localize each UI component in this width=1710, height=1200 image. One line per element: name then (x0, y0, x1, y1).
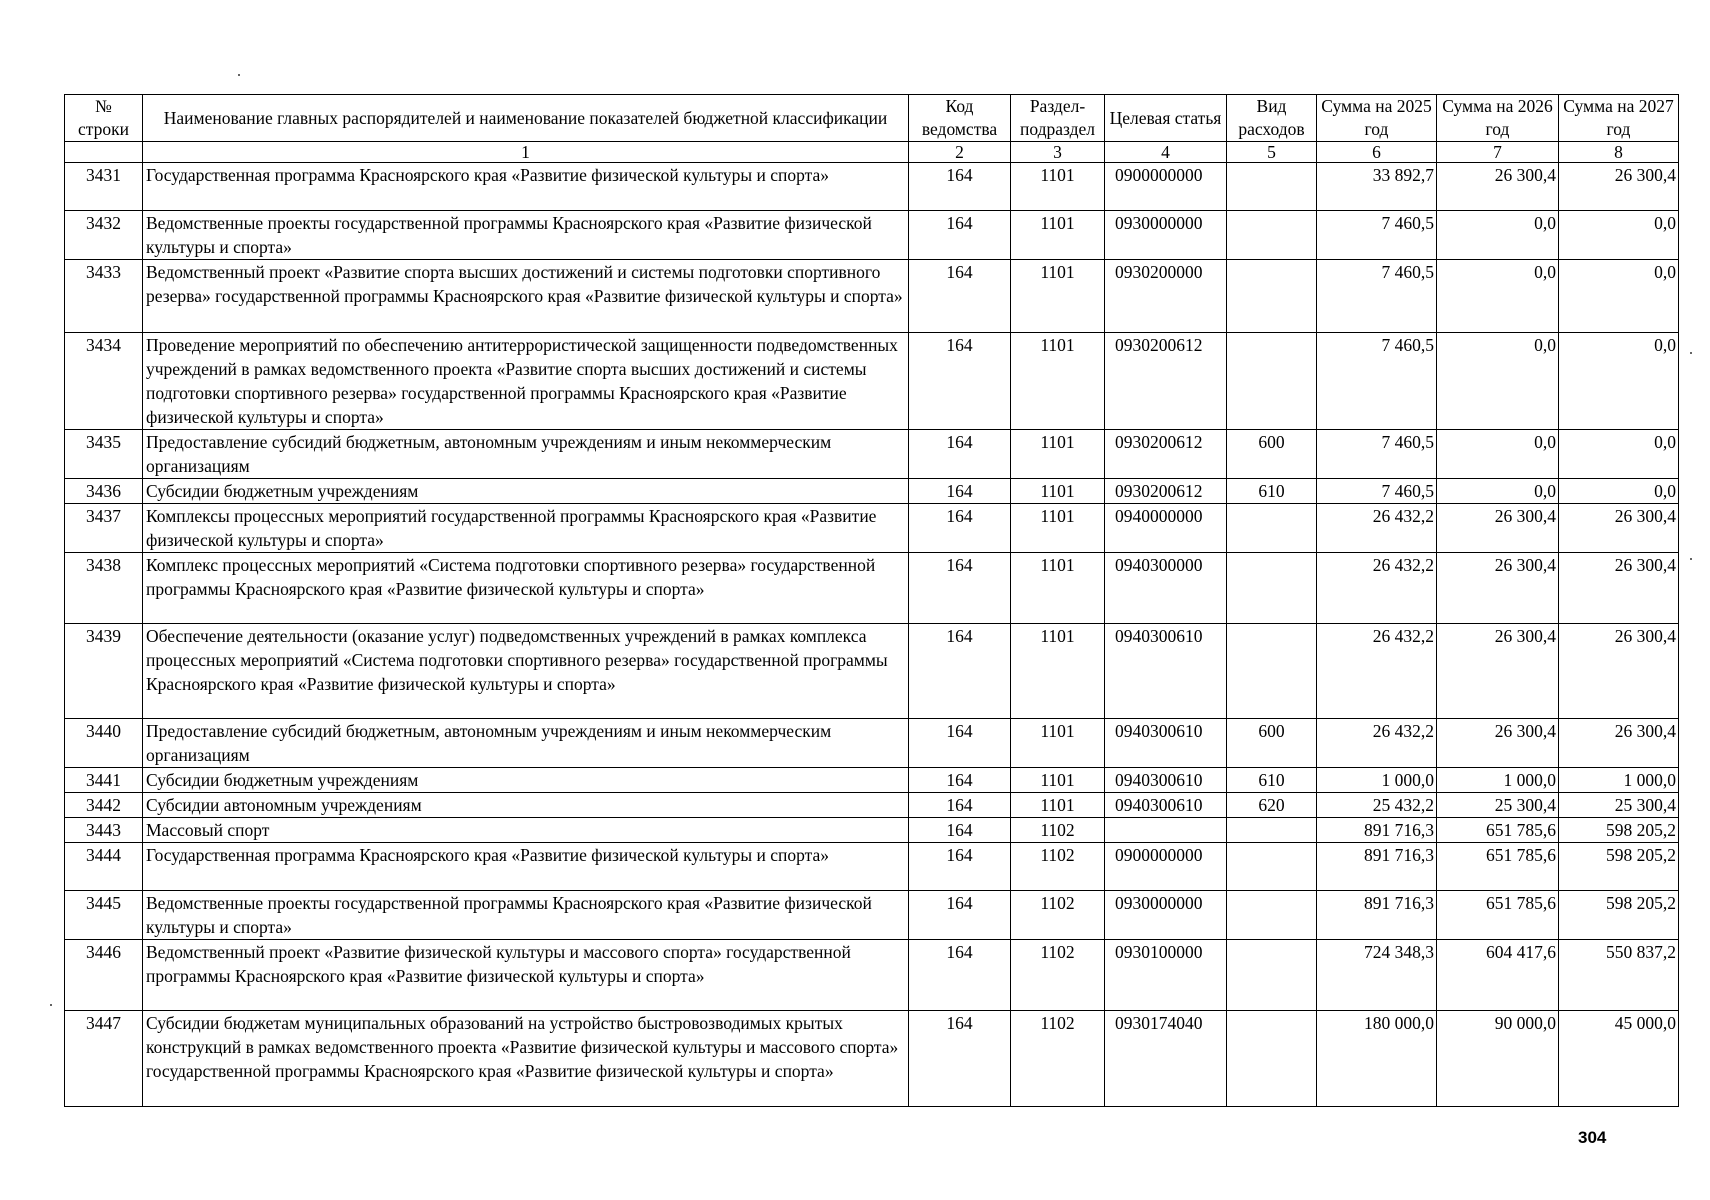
cell-name: Ведомственный проект «Развитие физической культуры и массового спорта» государственной программы Красноярского края «Развитие физической культуры и спорта» (143, 940, 909, 1011)
column-number: 5 (1227, 142, 1317, 163)
table-row (65, 843, 1679, 891)
cell-sum-2026: 26 300,4 (1437, 624, 1559, 719)
cell-expense-type (1227, 624, 1317, 719)
cell-section: 1101 (1011, 430, 1105, 479)
header-row-number: № строки (65, 95, 143, 142)
cell-dept-code: 164 (909, 430, 1011, 479)
header-section: Раздел-подраздел (1011, 95, 1105, 142)
header-row (65, 95, 1679, 142)
cell-row-number: 3446 (65, 940, 143, 1011)
cell-sum-2027: 0,0 (1559, 479, 1679, 504)
table-row (65, 768, 1679, 793)
cell-sum-2025: 891 716,3 (1317, 818, 1437, 843)
cell-row-number: 3439 (65, 624, 143, 719)
cell-sum-2026: 0,0 (1437, 430, 1559, 479)
cell-name: Государственная программа Красноярского края «Развитие физической культуры и спорта» (143, 163, 909, 211)
cell-row-number: 3434 (65, 333, 143, 430)
cell-dept-code: 164 (909, 260, 1011, 333)
column-number: 1 (143, 142, 909, 163)
cell-sum-2025: 33 892,7 (1317, 163, 1437, 211)
scan-speck (1690, 352, 1692, 354)
table-row (65, 333, 1679, 430)
cell-target-article: 0930200612 (1105, 430, 1227, 479)
cell-row-number: 3431 (65, 163, 143, 211)
cell-sum-2026: 0,0 (1437, 333, 1559, 430)
cell-name: Предоставление субсидий бюджетным, автономным учреждениям и иным некоммерческим организациям (143, 430, 909, 479)
cell-sum-2026: 26 300,4 (1437, 553, 1559, 624)
cell-target-article: 0900000000 (1105, 163, 1227, 211)
cell-sum-2025: 7 460,5 (1317, 479, 1437, 504)
column-number-row (65, 142, 1679, 163)
table-row (65, 504, 1679, 553)
cell-target-article: 0900000000 (1105, 843, 1227, 891)
cell-sum-2025: 7 460,5 (1317, 260, 1437, 333)
cell-section: 1101 (1011, 793, 1105, 818)
cell-name: Ведомственные проекты государственной программы Красноярского края «Развитие физической культуры и спорта» (143, 211, 909, 260)
table-row (65, 479, 1679, 504)
budget-sheet (64, 94, 1678, 1107)
cell-section: 1101 (1011, 553, 1105, 624)
cell-sum-2027: 0,0 (1559, 211, 1679, 260)
cell-dept-code: 164 (909, 1011, 1011, 1107)
header-target-article: Целевая статья (1105, 95, 1227, 142)
cell-dept-code: 164 (909, 333, 1011, 430)
cell-section: 1101 (1011, 768, 1105, 793)
cell-dept-code: 164 (909, 504, 1011, 553)
cell-row-number: 3442 (65, 793, 143, 818)
column-number: 6 (1317, 142, 1437, 163)
cell-row-number: 3441 (65, 768, 143, 793)
cell-target-article: 0930100000 (1105, 940, 1227, 1011)
cell-section: 1102 (1011, 1011, 1105, 1107)
column-number-blank (65, 142, 143, 163)
cell-expense-type: 600 (1227, 430, 1317, 479)
cell-expense-type: 600 (1227, 719, 1317, 768)
cell-section: 1101 (1011, 333, 1105, 430)
cell-sum-2027: 1 000,0 (1559, 768, 1679, 793)
cell-target-article: 0930200000 (1105, 260, 1227, 333)
cell-sum-2027: 598 205,2 (1559, 818, 1679, 843)
cell-target-article: 0930200612 (1105, 333, 1227, 430)
cell-dept-code: 164 (909, 843, 1011, 891)
cell-row-number: 3444 (65, 843, 143, 891)
cell-name: Субсидии бюджетным учреждениям (143, 768, 909, 793)
cell-expense-type (1227, 504, 1317, 553)
header-name: Наименование главных распорядителей и наименование показателей бюджетной классификации (143, 95, 909, 142)
cell-expense-type (1227, 211, 1317, 260)
header-expense-type: Вид расходов (1227, 95, 1317, 142)
table-row (65, 211, 1679, 260)
cell-row-number: 3443 (65, 818, 143, 843)
cell-sum-2025: 7 460,5 (1317, 333, 1437, 430)
header-sum-2026: Сумма на 2026 год (1437, 95, 1559, 142)
cell-dept-code: 164 (909, 211, 1011, 260)
table-row (65, 891, 1679, 940)
column-number: 3 (1011, 142, 1105, 163)
table-row (65, 553, 1679, 624)
cell-sum-2027: 26 300,4 (1559, 553, 1679, 624)
cell-sum-2025: 891 716,3 (1317, 843, 1437, 891)
cell-row-number: 3447 (65, 1011, 143, 1107)
cell-sum-2026: 651 785,6 (1437, 818, 1559, 843)
cell-expense-type: 610 (1227, 768, 1317, 793)
cell-sum-2025: 26 432,2 (1317, 624, 1437, 719)
cell-sum-2026: 26 300,4 (1437, 719, 1559, 768)
cell-expense-type (1227, 333, 1317, 430)
cell-sum-2027: 598 205,2 (1559, 843, 1679, 891)
cell-row-number: 3433 (65, 260, 143, 333)
cell-target-article: 0940300610 (1105, 719, 1227, 768)
cell-row-number: 3438 (65, 553, 143, 624)
budget-body (65, 163, 1679, 1107)
cell-dept-code: 164 (909, 163, 1011, 211)
cell-name: Субсидии бюджетным учреждениям (143, 479, 909, 504)
cell-dept-code: 164 (909, 793, 1011, 818)
cell-name: Комплекс процессных мероприятий «Система подготовки спортивного резерва» государственной программы Красноярского края «Развитие физической культуры и спорта» (143, 553, 909, 624)
cell-name: Обеспечение деятельности (оказание услуг) подведомственных учреждений в рамках комплекса процессных мероприятий «Система подготовки спортивного резерва» государственной программы Красноярского края «Развитие физической культуры и спорта» (143, 624, 909, 719)
cell-dept-code: 164 (909, 479, 1011, 504)
cell-sum-2027: 0,0 (1559, 260, 1679, 333)
table-row (65, 940, 1679, 1011)
cell-dept-code: 164 (909, 891, 1011, 940)
cell-expense-type (1227, 940, 1317, 1011)
cell-target-article: 0930174040 (1105, 1011, 1227, 1107)
cell-sum-2027: 45 000,0 (1559, 1011, 1679, 1107)
cell-name: Проведение мероприятий по обеспечению антитеррористической защищенности подведомственных учреждений в рамках ведомственного проекта «Развитие спорта высших достижений и системы подготовки спортивного резерва» государственной программы Красноярского края «Развитие физической культуры и спорта» (143, 333, 909, 430)
cell-dept-code: 164 (909, 818, 1011, 843)
table-row (65, 793, 1679, 818)
page-number: 304 (1578, 1128, 1607, 1147)
cell-sum-2027: 0,0 (1559, 333, 1679, 430)
cell-section: 1101 (1011, 719, 1105, 768)
cell-row-number: 3445 (65, 891, 143, 940)
cell-section: 1101 (1011, 504, 1105, 553)
cell-sum-2027: 26 300,4 (1559, 624, 1679, 719)
cell-target-article (1105, 818, 1227, 843)
column-number: 2 (909, 142, 1011, 163)
cell-expense-type (1227, 891, 1317, 940)
cell-section: 1101 (1011, 624, 1105, 719)
cell-expense-type (1227, 553, 1317, 624)
cell-name: Субсидии бюджетам муниципальных образований на устройство быстровозводимых крытых конструкций в рамках ведомственного проекта «Развитие физической культуры и массового спорта» государственной программы Красноярского края «Развитие физической культуры и спорта» (143, 1011, 909, 1107)
cell-section: 1102 (1011, 818, 1105, 843)
cell-row-number: 3440 (65, 719, 143, 768)
table-row (65, 624, 1679, 719)
cell-expense-type (1227, 163, 1317, 211)
cell-dept-code: 164 (909, 940, 1011, 1011)
cell-sum-2025: 7 460,5 (1317, 211, 1437, 260)
cell-sum-2026: 26 300,4 (1437, 504, 1559, 553)
cell-expense-type (1227, 843, 1317, 891)
cell-sum-2026: 0,0 (1437, 260, 1559, 333)
cell-section: 1101 (1011, 260, 1105, 333)
cell-section: 1102 (1011, 891, 1105, 940)
cell-sum-2025: 26 432,2 (1317, 719, 1437, 768)
cell-sum-2026: 90 000,0 (1437, 1011, 1559, 1107)
cell-expense-type (1227, 818, 1317, 843)
cell-name: Предоставление субсидий бюджетным, автономным учреждениям и иным некоммерческим организациям (143, 719, 909, 768)
cell-sum-2026: 0,0 (1437, 211, 1559, 260)
cell-name: Государственная программа Красноярского края «Развитие физической культуры и спорта» (143, 843, 909, 891)
header-sum-2027: Сумма на 2027 год (1559, 95, 1679, 142)
cell-section: 1101 (1011, 211, 1105, 260)
cell-target-article: 0940300610 (1105, 768, 1227, 793)
cell-sum-2027: 26 300,4 (1559, 719, 1679, 768)
cell-row-number: 3436 (65, 479, 143, 504)
scan-speck (50, 1004, 52, 1006)
cell-target-article: 0940000000 (1105, 504, 1227, 553)
cell-sum-2027: 0,0 (1559, 430, 1679, 479)
cell-target-article: 0930000000 (1105, 891, 1227, 940)
column-number: 7 (1437, 142, 1559, 163)
cell-sum-2027: 550 837,2 (1559, 940, 1679, 1011)
cell-target-article: 0940300610 (1105, 793, 1227, 818)
cell-expense-type (1227, 260, 1317, 333)
cell-sum-2025: 180 000,0 (1317, 1011, 1437, 1107)
cell-row-number: 3437 (65, 504, 143, 553)
cell-sum-2026: 26 300,4 (1437, 163, 1559, 211)
cell-target-article: 0930200612 (1105, 479, 1227, 504)
cell-name: Ведомственный проект «Развитие спорта высших достижений и системы подготовки спортивного резерва» государственной программы Красноярского края «Развитие физической культуры и спорта» (143, 260, 909, 333)
cell-sum-2025: 7 460,5 (1317, 430, 1437, 479)
cell-section: 1101 (1011, 479, 1105, 504)
cell-target-article: 0940300610 (1105, 624, 1227, 719)
header-sum-2025: Сумма на 2025 год (1317, 95, 1437, 142)
cell-expense-type (1227, 1011, 1317, 1107)
column-number: 4 (1105, 142, 1227, 163)
table-row (65, 818, 1679, 843)
cell-section: 1101 (1011, 163, 1105, 211)
table-row (65, 163, 1679, 211)
table-row (65, 260, 1679, 333)
cell-target-article: 0940300000 (1105, 553, 1227, 624)
cell-sum-2027: 26 300,4 (1559, 163, 1679, 211)
cell-sum-2025: 891 716,3 (1317, 891, 1437, 940)
cell-target-article: 0930000000 (1105, 211, 1227, 260)
cell-row-number: 3435 (65, 430, 143, 479)
cell-name: Массовый спорт (143, 818, 909, 843)
header-dept-code: Код ведомства (909, 95, 1011, 142)
table-row (65, 430, 1679, 479)
cell-sum-2025: 26 432,2 (1317, 553, 1437, 624)
cell-sum-2026: 651 785,6 (1437, 843, 1559, 891)
cell-sum-2026: 604 417,6 (1437, 940, 1559, 1011)
column-number: 8 (1559, 142, 1679, 163)
table-row (65, 1011, 1679, 1107)
cell-dept-code: 164 (909, 768, 1011, 793)
scan-speck (1690, 558, 1692, 560)
scan-speck (238, 74, 240, 76)
cell-sum-2026: 25 300,4 (1437, 793, 1559, 818)
cell-sum-2027: 598 205,2 (1559, 891, 1679, 940)
cell-sum-2027: 25 300,4 (1559, 793, 1679, 818)
cell-name: Комплексы процессных мероприятий государственной программы Красноярского края «Развитие физической культуры и спорта» (143, 504, 909, 553)
cell-sum-2025: 724 348,3 (1317, 940, 1437, 1011)
cell-expense-type: 620 (1227, 793, 1317, 818)
cell-name: Субсидии автономным учреждениям (143, 793, 909, 818)
cell-sum-2025: 25 432,2 (1317, 793, 1437, 818)
cell-row-number: 3432 (65, 211, 143, 260)
budget-table (64, 94, 1679, 1107)
cell-dept-code: 164 (909, 553, 1011, 624)
cell-expense-type: 610 (1227, 479, 1317, 504)
cell-sum-2025: 1 000,0 (1317, 768, 1437, 793)
cell-dept-code: 164 (909, 719, 1011, 768)
cell-sum-2026: 0,0 (1437, 479, 1559, 504)
cell-section: 1102 (1011, 843, 1105, 891)
cell-sum-2026: 1 000,0 (1437, 768, 1559, 793)
cell-name: Ведомственные проекты государственной программы Красноярского края «Развитие физической культуры и спорта» (143, 891, 909, 940)
cell-dept-code: 164 (909, 624, 1011, 719)
cell-sum-2025: 26 432,2 (1317, 504, 1437, 553)
table-row (65, 719, 1679, 768)
cell-sum-2026: 651 785,6 (1437, 891, 1559, 940)
cell-section: 1102 (1011, 940, 1105, 1011)
cell-sum-2027: 26 300,4 (1559, 504, 1679, 553)
